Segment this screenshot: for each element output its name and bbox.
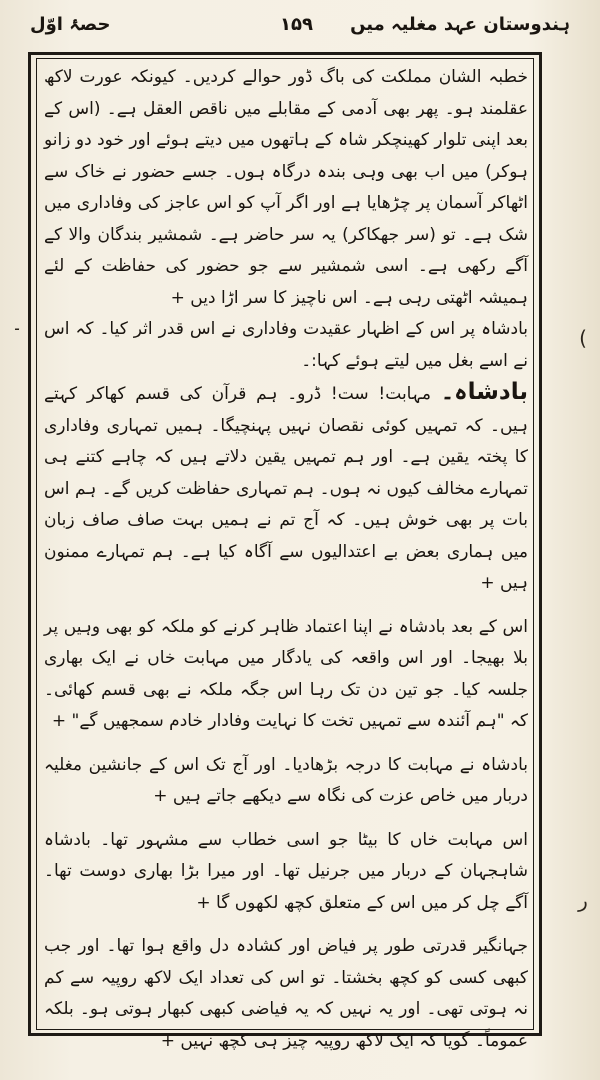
page-body bbox=[44, 62, 528, 1051]
running-header bbox=[30, 10, 570, 44]
page-number: ۱۵۹ bbox=[280, 14, 313, 35]
speaker-label: بادشاہ۔ bbox=[440, 379, 528, 405]
paragraph-1: خطبہ الشان مملکت کی باگ ڈور حوالے کردیں۔ کیونکہ عورت لاکھ عقلمند ہو۔ پھر بھی آدمی کے مقابلے میں ناقص العقل ہے۔ (اس کے بعد اپنی تلوار کھینچکر شاہ کے ہاتھوں میں دیتے ہوئے اور خود دو زانو ہوکر) میں اب بھی وہی بندہ درگاہ ہوں۔ جسے حضور نے خاک سے اٹھاکر آسمان پر چڑھایا ہے اور اگر آپ کو اس عاجز کی وفاداری میں شک ہے۔ تو (سر جھکاکر) یہ سر حاضر ہے۔ شمشیر بندگان والا کے آگے رکھی ہے۔ اسی شمشیر سے جو حضور کی حفاظت کے لئے ہمیشہ اٹھتی رہی ہے۔ اس ناچیز کا سر اڑا دیں + bbox=[44, 67, 528, 308]
paragraph-4: اس کے بعد بادشاہ نے اپنا اعتماد ظاہر کرنے کو ملکہ کو بھی وہیں پر بلا بھیجا۔ اور اس واقعہ کی یادگار میں مہابت خاں نے ایک بھاری جلسہ کیا۔ جو تین دن تک رہا اس جگہ ملکہ نے بھی قسم کھائی۔ کہ "ہم آئندہ سے تمہیں تخت کا نہایت وفادار خادم سمجھیں گے" + bbox=[44, 616, 528, 731]
paragraph-5: بادشاہ نے مہابت کا درجہ بڑھادیا۔ اور آج تک اس کے جانشین مغلیہ دربار میں خاص عزت کی نگاہ سے دیکھے جاتے ہیں + bbox=[44, 754, 528, 806]
header-title: ہندوستان عہد مغلیہ میں bbox=[350, 14, 570, 35]
paragraph-2: بادشاہ پر اس کے اظہار عقیدت وفاداری نے اس قدر اثر کیا۔ کہ اس نے اسے بغل میں لیتے ہوئے کہا:۔ bbox=[44, 319, 528, 371]
paragraph-6: اس مہابت خاں کا بیٹا جو اسی خطاب سے مشہور تھا۔ بادشاہ شاہجہان کے دربار میں جرنیل تھا۔ اور میرا بڑا بھاری دوست تھا۔ آگے چل کر میں اس کے متعلق کچھ لکھوں گا + bbox=[44, 829, 528, 913]
margin-mark-right-2: ﺭ bbox=[578, 888, 588, 912]
paragraph-7: جہانگیر قدرتی طور پر فیاض اور کشادہ دل واقع ہوا تھا۔ اور جب کبھی کسی کو کچھ بخشتا۔ تو اس کی تعداد ایک لاکھ روپیہ سے کم نہ ہوتی تھی۔ اور یہ نہیں کہ یہ فیاضی کبھی کبھار ہوتی ہو۔ بلکہ عموماً۔ گویا کہ ایک لاکھ روپیہ چیز ہی کچھ نہیں + bbox=[44, 936, 528, 1051]
paragraph-3 bbox=[44, 377, 528, 600]
margin-mark-right-1: ( bbox=[579, 326, 587, 350]
margin-mark-left: ۔ bbox=[11, 314, 23, 335]
header-part: حصۂ اوّل bbox=[30, 14, 111, 35]
speech-text: مہابت! ست! ڈرو۔ ہم قرآن کی قسم کھاکر کہتے ہیں۔ کہ تمہیں کوئی نقصان نہیں پہنچیگا۔ ہمیں تمہاری وفاداری کا پختہ یقین ہے۔ اور ہم تمہیں یقین دلاتے ہیں کہ چاہے کتنے ہی تمہارے مخالف کیوں نہ ہوں۔ ہم تمہاری حفاظت کریں گے۔ ہم اس بات پر بھی خوش ہیں۔ کہ آج تم نے ہمیں بہت صاف صاف زبان میں ہماری بعض بے اعتدالیوں سے آگاہ کیا ہے۔ ہم تمہارے ممنون ہیں + bbox=[44, 384, 528, 593]
